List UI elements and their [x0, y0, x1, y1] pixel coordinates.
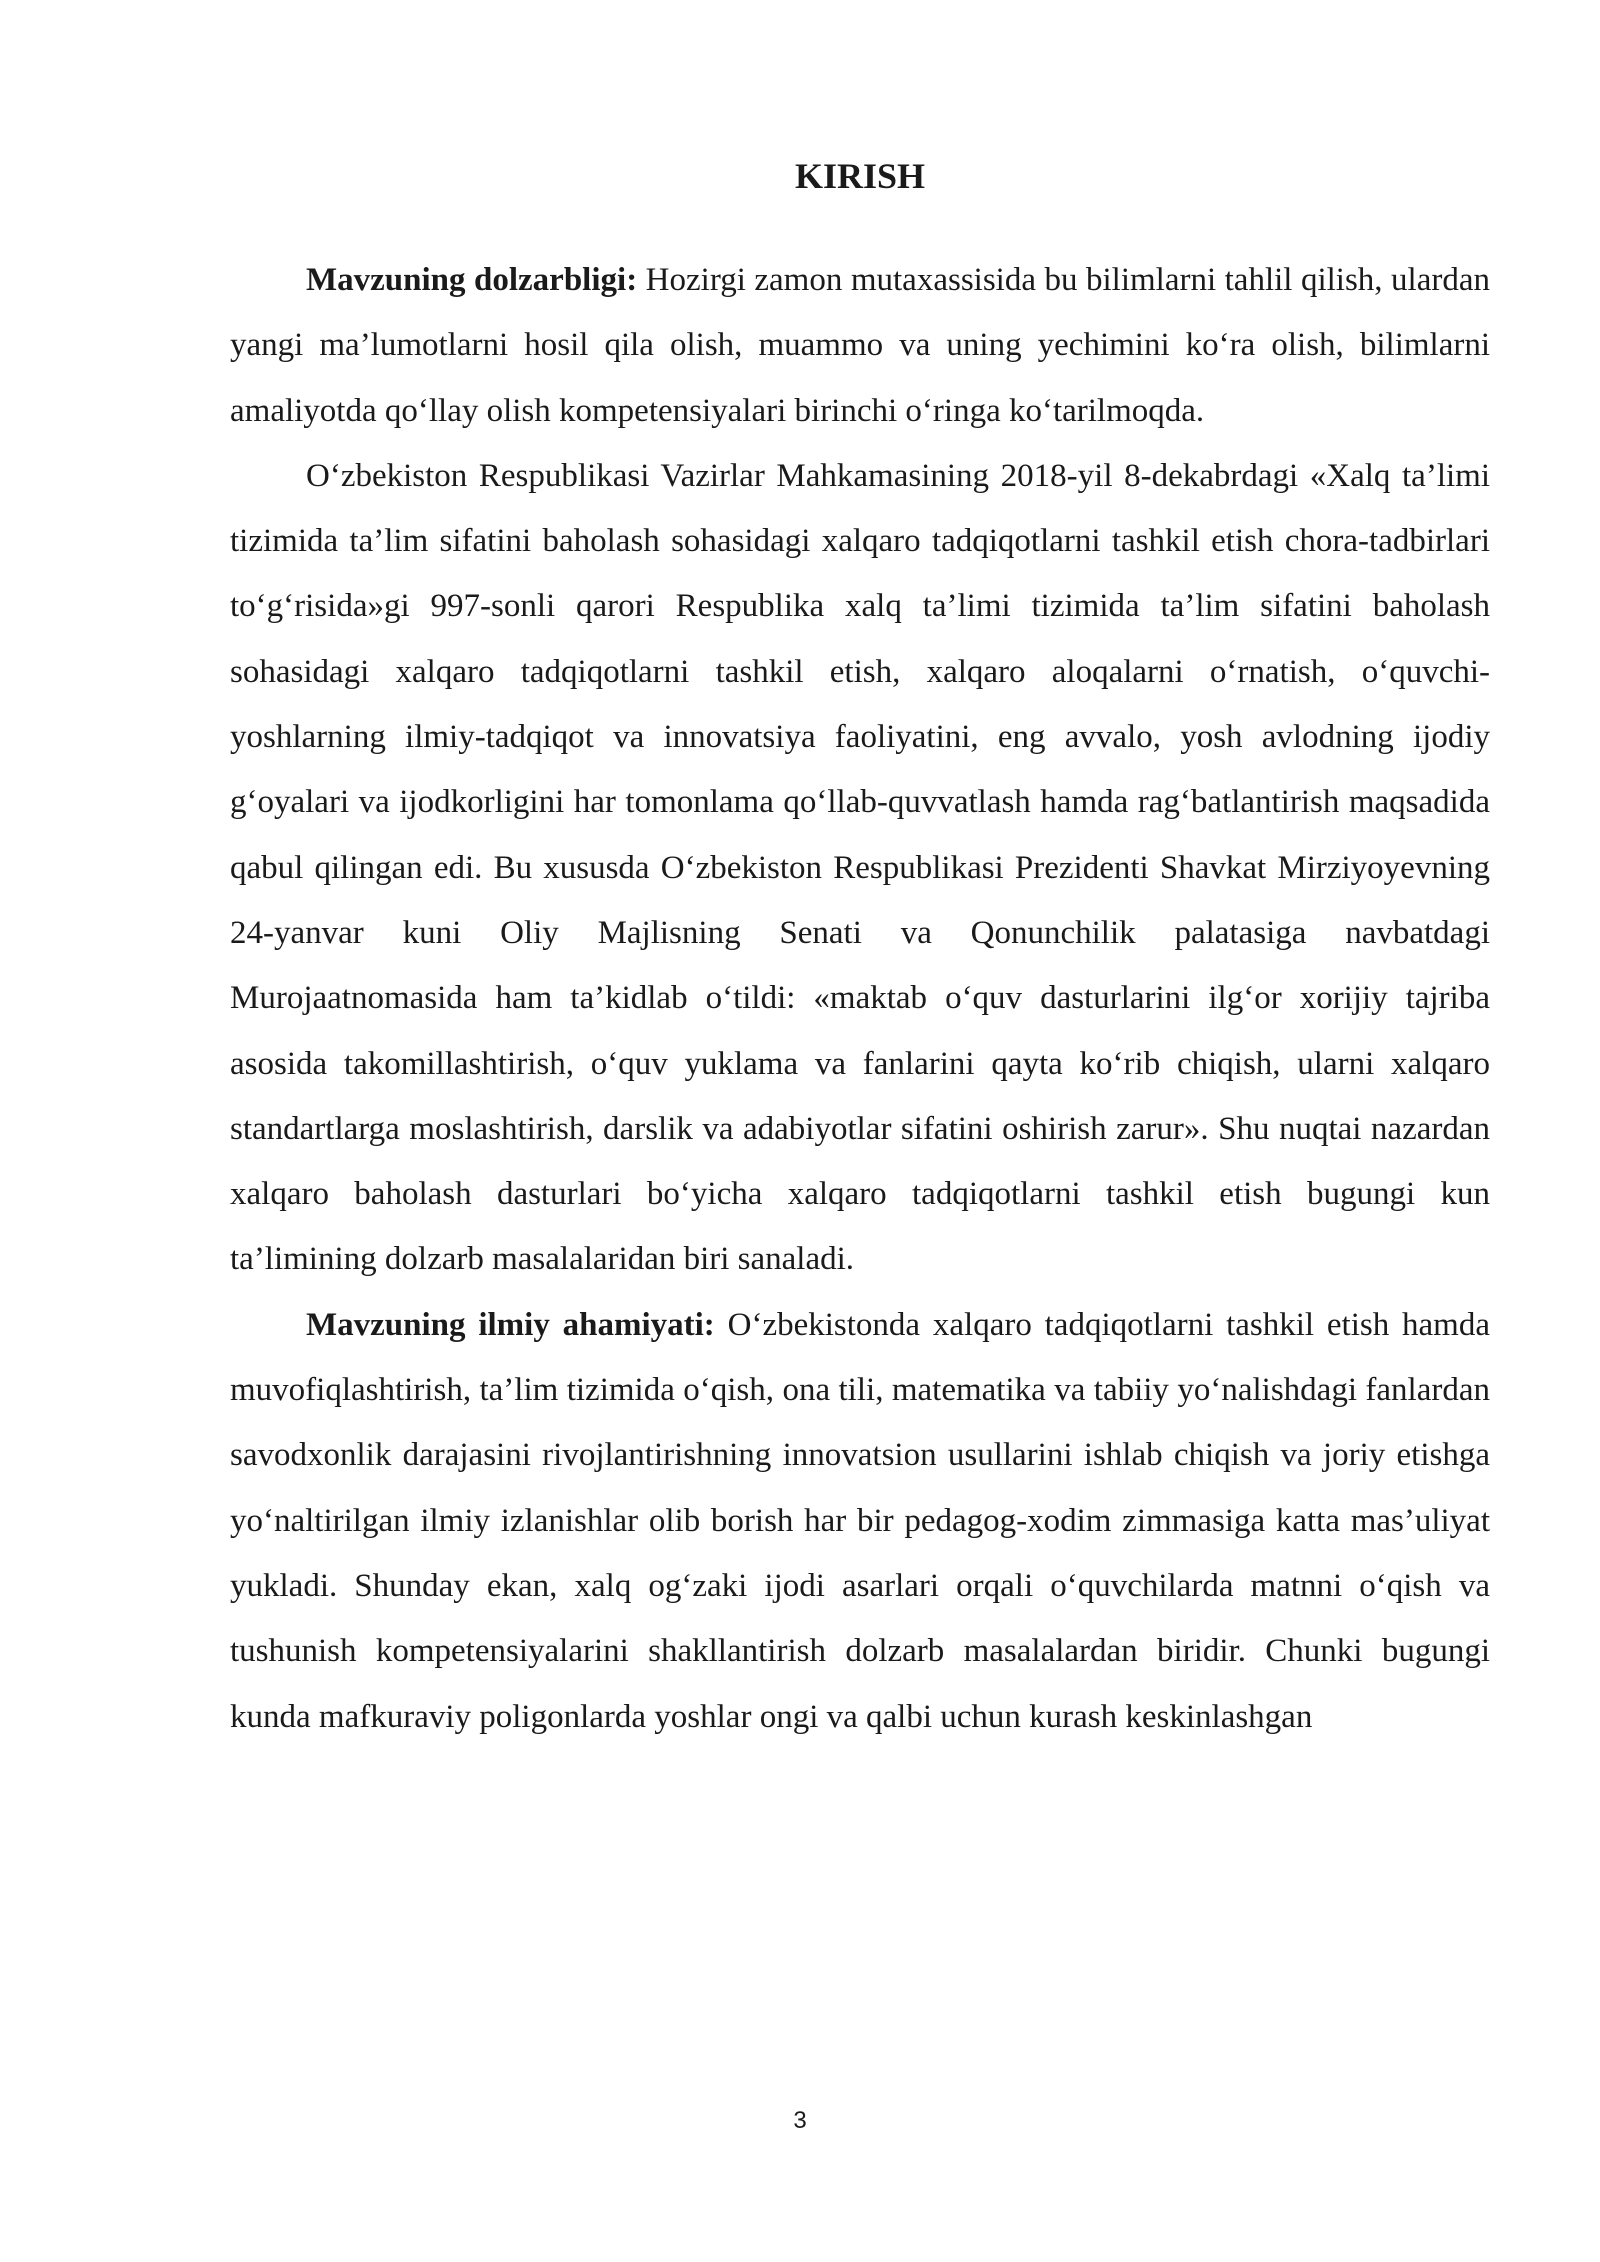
paragraph-lead: Mavzuning ilmiy ahamiyati: [306, 1306, 715, 1343]
paragraph-text: O‘zbekiston Respublikasi Vazirlar Mahkamasining 2018-yil 8-dekabrdagi «Xalq ta’limi tizimida ta’lim sifatini baholash sohasidagi xalqaro tadqiqotlarni tashkil etish chora-tadbirlari to‘g‘risida»gi 997-sonli qarori Respublika xalq ta’limi tizimida ta’lim sifatini baholash sohasidagi xalqaro tadqiqotlarni tashkil etish, xalqaro aloqalarni o‘rnatish, o‘quvchi-yoshlarning ilmiy-tadqiqot va innovatsiya faoliyatini, eng avvalo, yosh avlodning ijodiy g‘oyalari va ijodkorligini har tomonlama qo‘llab-quvvatlash hamda rag‘batlantirish maqsadida qabul qilingan edi. Bu xususda O‘zbekiston Respublikasi Prezidenti Shavkat Mirziyoyevning 24-yanvar kuni Oliy Majlisning Senati va Qonunchilik palatasiga navbatdagi Murojaatnomasida ham ta’kidlab o‘tildi: «maktab o‘quv dasturlarini ilg‘or xorijiy tajriba asosida takomillashtirish, o‘quv yuklama va fanlarini qayta ko‘rib chiqish, ularni xalqaro standartlarga moslashtirish, darslik va adabiyotlar sifatini oshirish zarur». Shu nuqtai nazardan xalqaro baholash dasturlari bo‘yicha xalqaro tadqiqotlarni tashkil etish bugungi kun ta’limining dolzarb masalalaridan biri sanaladi. [230, 457, 1490, 1278]
document-body [230, 248, 1490, 1750]
paragraph-text: Hozirgi zamon mutaxassisida bu bilimlarni tahlil qilish, ulardan yangi ma’lumotlarni hosil qila olish, muammo va uning yechimini ko‘ra olish, bilimlarni amaliyotda qo‘llay olish kompetensiyalari birinchi o‘ringa ko‘tarilmoqda. [230, 262, 1490, 429]
paragraph-text: O‘zbekistonda xalqaro tadqiqotlarni tashkil etish hamda muvofiqlashtirish, ta’lim tizimida o‘qish, ona tili, matematika va tabiiy yo‘nalishdagi fanlardan savodxonlik darajasini rivojlantirishning innovatsion usullarini ishlab chiqish va joriy etishga yo‘naltirilgan ilmiy izlanishlar olib borish har bir pedagog-xodim zimmasiga katta mas’uliyat yukladi. Shunday ekan, xalq og‘zaki ijodi asarlari orqali o‘quvchilarda matnni o‘qish va tushunish kompetensiyalarini shakllantirish dolzarb masalalardan biridir. Chunki bugungi kunda mafkuraviy poligonlarda yoshlar ongi va qalbi uchun kurash keskinlashgan [230, 1306, 1490, 1735]
paragraph-decree [230, 444, 1490, 1293]
page-number: 3 [793, 2107, 807, 2134]
paragraph-significance [230, 1293, 1490, 1750]
paragraph-lead: Mavzuning dolzarbligi: [306, 262, 638, 298]
page-title: KIRISH [794, 156, 926, 196]
paragraph-relevance [230, 248, 1490, 444]
